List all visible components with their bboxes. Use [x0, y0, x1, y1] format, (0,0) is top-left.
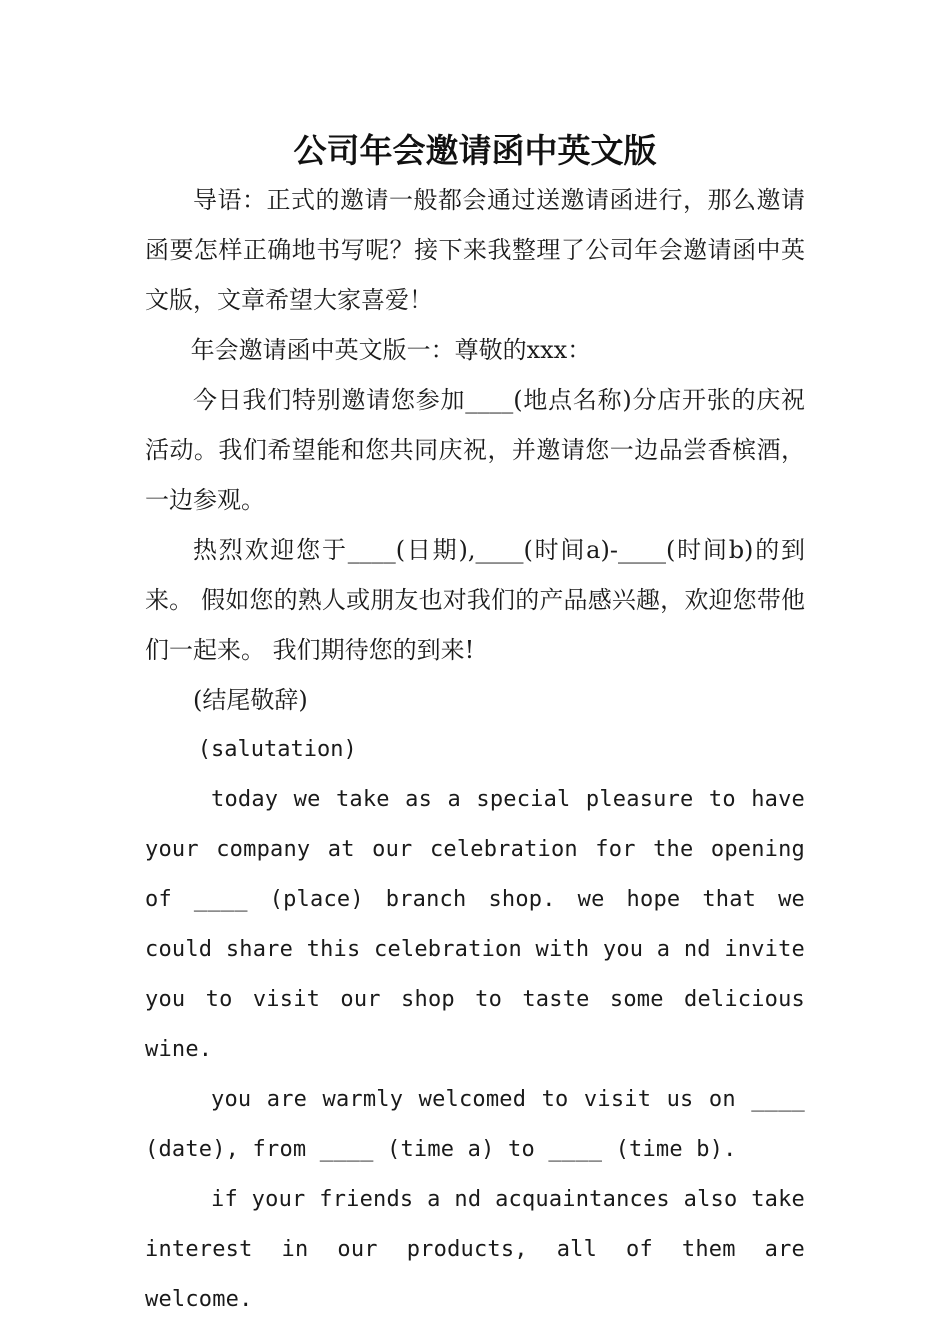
document-body	[145, 175, 805, 1325]
salutation-en: (salutation)	[197, 737, 357, 762]
intro-paragraph: 导语：正式的邀请一般都会通过送邀请函进行，那么邀请函要怎样正确地书写呢？接下来我整理了公司年会邀请函中英文版，文章希望大家喜爱！	[145, 186, 805, 314]
closing-salutation-cn: (结尾敬辞)	[193, 686, 308, 714]
friends-paragraph-en: if your friends a nd acquaintances also take interest in our products, all of them are welcome.	[145, 1187, 805, 1312]
welcome-paragraph-cn: 热烈欢迎您于____(日期),____(时间a)-____(时间b)的到来。 假如您的熟人或朋友也对我们的产品感兴趣，欢迎您带他们一起来。 我们期待您的到来!	[145, 536, 805, 664]
page-title: 公司年会邀请函中英文版	[293, 131, 657, 170]
invitation-paragraph-cn: 今日我们特别邀请您参加____(地点名称)分店开张的庆祝活动。我们希望能和您共同庆祝，并邀请您一边品尝香槟酒，一边参观。	[145, 386, 805, 514]
greeting-paragraph: 年会邀请函中英文版一：尊敬的xxx：	[190, 336, 592, 364]
invitation-paragraph-en: today we take as a special pleasure to have your company at our celebration for the opening of ____ (place) branch shop. we hope that we could share this celebration with you a nd invite you to visit our shop to taste some delicious wine.	[145, 787, 805, 1062]
welcome-paragraph-en: you are warmly welcomed to visit us on ____ (date), from ____ (time a) to ____ (time b).	[145, 1087, 805, 1162]
